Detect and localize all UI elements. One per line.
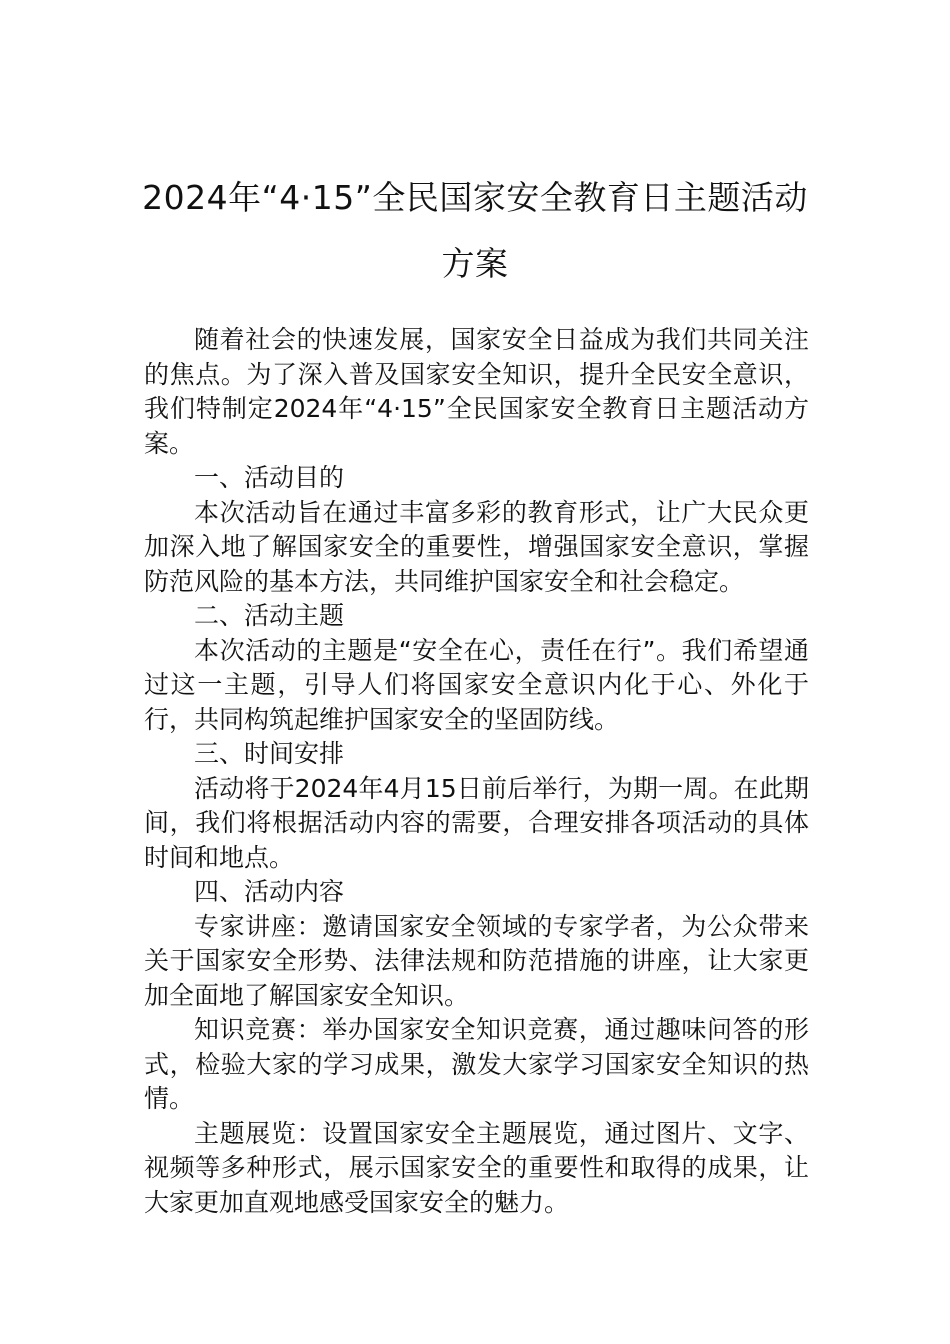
section-heading-theme: 二、活动主题 <box>194 601 345 630</box>
section-heading-content: 四、活动内容 <box>194 877 345 906</box>
document-body <box>144 323 809 1220</box>
paragraph-theme: 本次活动的主题是“安全在心，责任在行”。我们希望通过这一主题，引导人们将国家安全意识内化于心、外化于行，共同构筑起维护国家安全的坚固防线。 <box>144 635 809 734</box>
document-title: 2024年“4·15”全民国家安全教育日主题活动方案 <box>142 178 808 283</box>
paragraph-theme-exhibition: 主题展览：设置国家安全主题展览，通过图片、文字、视频等多种形式，展示国家安全的重要性和取得的成果，让大家更加直观地感受国家安全的魅力。 <box>144 1118 809 1217</box>
paragraph-knowledge-contest: 知识竞赛：举办国家安全知识竞赛，通过趣味问答的形式，检验大家的学习成果，激发大家学习国家安全知识的热情。 <box>144 1015 809 1113</box>
paragraph-intro: 随着社会的快速发展，国家安全日益成为我们共同关注的焦点。为了深入普及国家安全知识，提升全民安全意识，我们特制定2024年“4·15”全民国家安全教育日主题活动方案。 <box>144 325 809 458</box>
paragraph-expert-lecture: 专家讲座：邀请国家安全领域的专家学者，为公众带来关于国家安全形势、法律法规和防范措施的讲座，让大家更加全面地了解国家安全知识。 <box>144 911 809 1010</box>
paragraph-schedule: 活动将于2024年4月15日前后举行，为期一周。在此期间，我们将根据活动内容的需要，合理安排各项活动的具体时间和地点。 <box>144 773 809 872</box>
paragraph-purpose: 本次活动旨在通过丰富多彩的教育形式，让广大民众更加深入地了解国家安全的重要性，增强国家安全意识，掌握防范风险的基本方法，共同维护国家安全和社会稳定。 <box>144 497 809 596</box>
section-heading-schedule: 三、时间安排 <box>194 739 345 768</box>
section-heading-purpose: 一、活动目的 <box>194 463 345 492</box>
